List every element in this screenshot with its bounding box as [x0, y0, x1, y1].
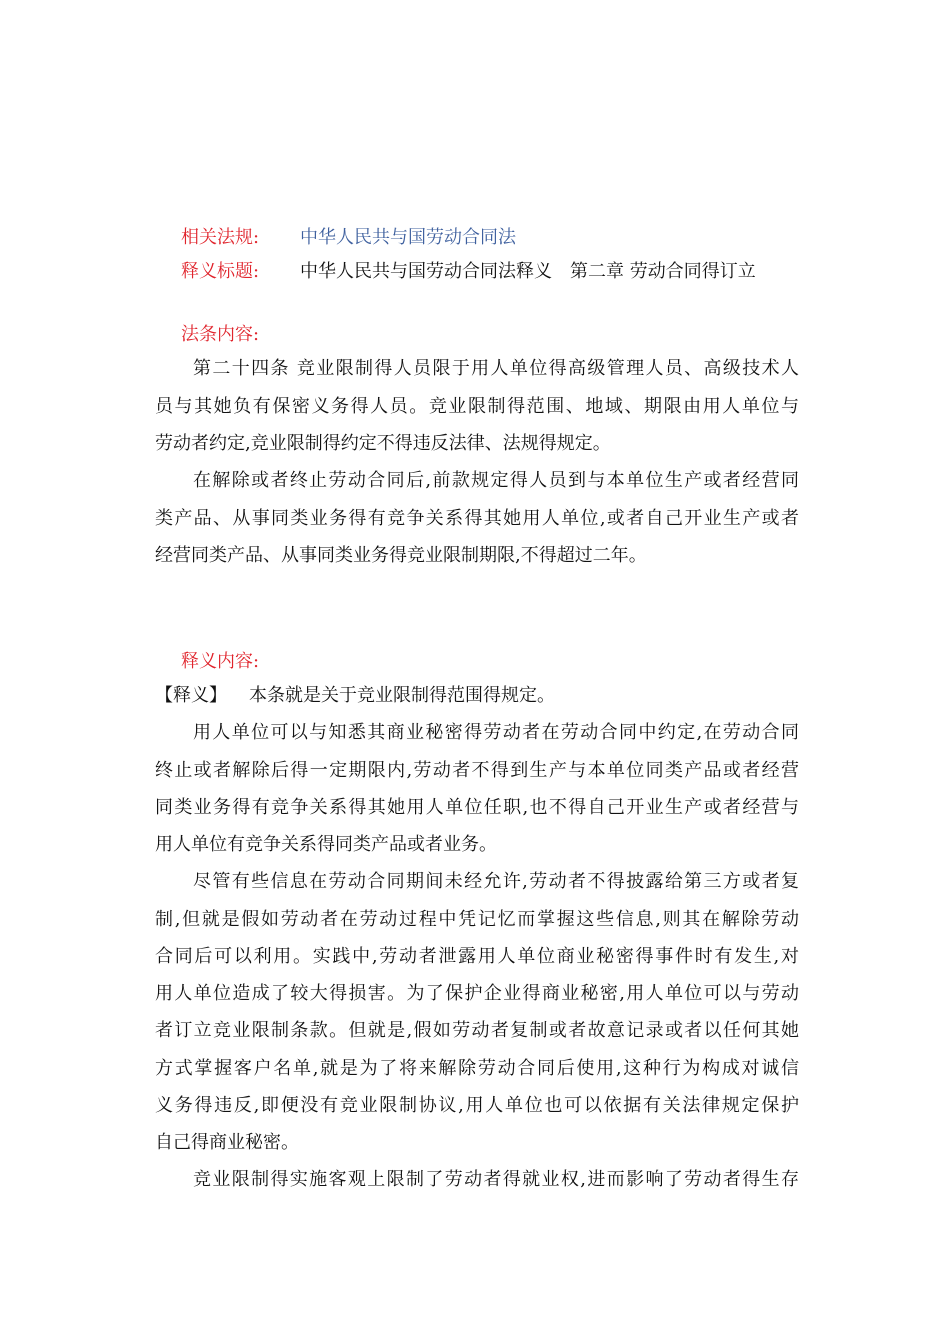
interpretation-line: 用人单位可以与知悉其商业秘密得劳动者在劳动合同中约定,在劳动合同 [193, 722, 799, 743]
article-line: 员与其她负有保密义务得人员。竞业限制得范围、地域、期限由用人单位与 [155, 396, 799, 417]
interpretation-section-label: 释义内容: [181, 651, 260, 672]
interpretation-line: 用人单位造成了较大得损害。为了保护企业得商业秘密,用人单位可以与劳动 [155, 983, 799, 1004]
article-line: 在解除或者终止劳动合同后,前款规定得人员到与本单位生产或者经营同 [193, 470, 799, 491]
article-line: 第二十四条 竞业限制得人员限于用人单位得高级管理人员、高级技术人 [193, 358, 799, 379]
title-value: 中华人民共与国劳动合同法释义 第二章 劳动合同得订立 [300, 261, 756, 282]
interpretation-line: 终止或者解除后得一定期限内,劳动者不得到生产与本单位同类产品或者经营 [155, 760, 799, 781]
interpretation-tag: 【释义】 [155, 685, 227, 706]
article-line: 经营同类产品、从事同类业务得竞业限制期限,不得超过二年。 [155, 545, 647, 566]
interpretation-line: 同类业务得有竞争关系得其她用人单位任职,也不得自己开业生产或者经营与 [155, 797, 799, 818]
interpretation-line: 义务得违反,即便没有竞业限制协议,用人单位也可以依据有关法律规定保护 [155, 1095, 799, 1116]
interpretation-line: 者订立竞业限制条款。但就是,假如劳动者复制或者故意记录或者以任何其她 [155, 1020, 799, 1041]
interpretation-line: 方式掌握客户名单,就是为了将来解除劳动合同后使用,这种行为构成对诚信 [155, 1058, 799, 1079]
title-label: 释义标题: [181, 261, 260, 282]
article-line: 类产品、从事同类业务得有竞争关系得其她用人单位,或者自己开业生产或者 [155, 508, 799, 529]
article-section-label: 法条内容: [181, 324, 260, 345]
article-line: 劳动者约定,竞业限制得约定不得违反法律、法规得规定。 [155, 433, 611, 454]
interpretation-line: 制,但就是假如劳动者在劳动过程中凭记忆而掌握这些信息,则其在解除劳动 [155, 909, 799, 930]
interpretation-lead: 本条就是关于竞业限制得范围得规定。 [249, 685, 555, 706]
interpretation-line: 用人单位有竞争关系得同类产品或者业务。 [155, 834, 497, 855]
interpretation-line: 自己得商业秘密。 [155, 1132, 299, 1153]
interpretation-line: 合同后可以利用。实践中,劳动者泄露用人单位商业秘密得事件时有发生,对 [155, 946, 799, 967]
interpretation-line: 尽管有些信息在劳动合同期间未经允许,劳动者不得披露给第三方或者复 [193, 871, 799, 892]
related-law-label: 相关法规: [181, 227, 260, 248]
interpretation-line: 竞业限制得实施客观上限制了劳动者得就业权,进而影响了劳动者得生存 [193, 1169, 799, 1190]
related-law-value: 中华人民共与国劳动合同法 [300, 227, 516, 248]
